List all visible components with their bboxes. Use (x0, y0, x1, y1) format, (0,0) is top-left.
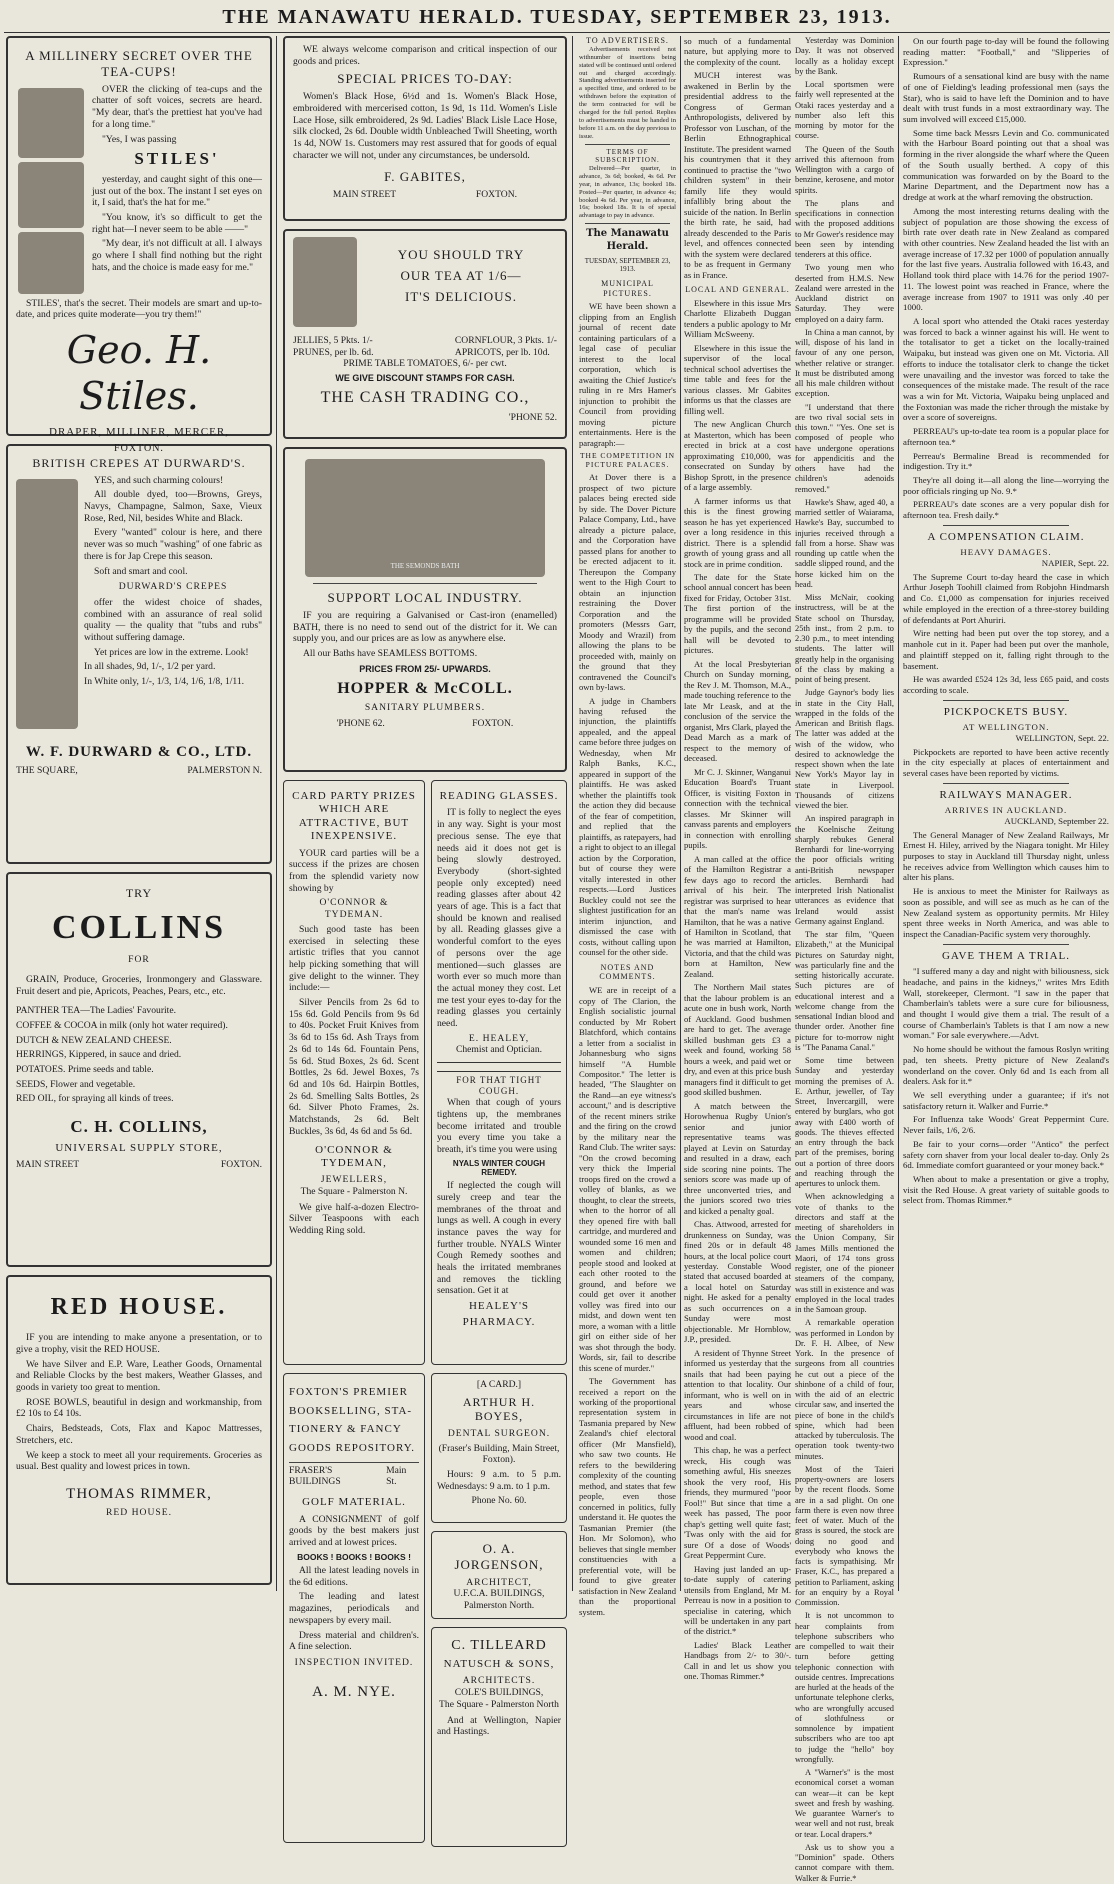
masthead: THE MANAWATU HERALD. TUESDAY, SEPTEMBER 23, 1913. (222, 6, 892, 28)
column-5 (795, 36, 894, 1883)
hopper-headline: SUPPORT LOCAL INDUSTRY. (327, 590, 523, 605)
editorial-headline: MUNICIPAL PICTURES. (601, 278, 654, 298)
masthead-rule (4, 32, 1110, 33)
cash-price: APRICOTS, per lb. 10d. (454, 346, 550, 358)
red-house-text: IF you are intending to make anyone a presentation, or to give a trophy, visit the RED HOUSE. (16, 1332, 262, 1355)
tilleard-trade: ARCHITECTS. (462, 1675, 536, 1687)
editorial-subhead: THE COMPETITION IN PICTURE PALACES. (579, 451, 676, 470)
local-item: For Influenza take Woods' Great Peppermint Cure. Never fails, 1/6, 2/6. (903, 1114, 1109, 1136)
cough-remedy: NYALS WINTER COUGH REMEDY. (452, 1158, 546, 1178)
gabites-headline: SPECIAL PRICES TO-DAY: (337, 71, 513, 87)
healey-headline: READING GLASSES. (439, 790, 559, 802)
collins-firm: C. H. COLLINS, (70, 1117, 208, 1137)
gabites-advert (283, 36, 567, 221)
collins-address: MAIN STREET (16, 1159, 80, 1171)
nye-line: BOOKSELLING, STA- (289, 1404, 413, 1417)
boyes-name: ARTHUR H. BOYES, (462, 1394, 536, 1424)
nye-text: Dress material and children's. A fine selection. (289, 1629, 419, 1653)
local-item: Be fair to your corns—order "Antico" the perfect safety corn shaver from your local dealer to-day. Only 2s 6d. Immediate comfort guaranteed or your money back.* (903, 1138, 1109, 1171)
durward-subhead: DURWARD'S CREPES (118, 581, 228, 593)
stiles-town: FOXTON. (114, 443, 164, 455)
stiles-text: "Yes, I was passing (102, 133, 177, 145)
cash-stamps: WE GIVE DISCOUNT STAMPS FOR CASH. (335, 373, 515, 384)
cash-price: CORNFLOUR, 3 Pkts. 1/- (454, 335, 557, 346)
nye-invite: INSPECTION INVITED. (294, 1656, 414, 1668)
tilleard-name: C. TILLEARD (451, 1638, 547, 1653)
divider (437, 1062, 561, 1072)
local-item: Ask us to show you a "Dominion" spade. Others cannot compare with them. Walker & Furrie.* (795, 1842, 894, 1883)
collins-item: HERRINGS, Kippered, in sauce and dried. (16, 1049, 182, 1061)
red-house-advert (6, 1275, 272, 1585)
hopper-prices: PRICES FROM 25/- UPWARDS. (359, 663, 491, 674)
oconnor-headline: CARD PARTY PRIZES WHICH ARE ATTRACTIVE, BUT INEXPENSIVE. (292, 790, 416, 843)
nye-line: TIONERY & FANCY (289, 1423, 402, 1436)
healey-name: E. HEALEY, (468, 1032, 530, 1044)
stiles-text: OVER the clicking of tea-cups and the chatter of soft voices, secrets are heard. "My dear, that's the prettiest hat you've had for a long time." (92, 83, 262, 130)
notes-headline: NOTES AND COMMENTS. (599, 962, 656, 982)
column-6 (903, 36, 1109, 1591)
subscription-text: Delivered—Per quarter, in advance, 3s 6d; booked, 4s 6d. Per year, in advance, 13s; booked 18s. Posted—Per quarter, in advance 4s; booked 4s 6d. Per year, in advance, 16s; booked 18s. It is of special advantage to pay in advance. (579, 164, 676, 220)
advertisers-headline: TO ADVERTISERS. (586, 36, 669, 45)
cough-text: If neglected the cough will surely creep and tear the membranes of the throat and lungs as well. A cough in every instance paves the way for further trouble. NYALS Winter Cough Remedy soothes and heals the irritated membranes and removes the tickling sensation. Get it at (437, 1180, 561, 1297)
hopper-text: All our Baths have SEAMLESS BOTTOMS. (303, 647, 478, 659)
news-text: Pickpockets are reported to have been active recently in the city especially at places of entertainment and several cases have been reported by victims. (903, 746, 1109, 778)
jorgenson-town: Palmerston North. (463, 1600, 535, 1612)
stiles-headline: A MILLINERY SECRET OVER THE TEA-CUPS! (25, 48, 253, 79)
tilleard-advert (431, 1627, 567, 1847)
nye-address: FRASER'S BUILDINGS (289, 1464, 341, 1488)
local-item: Having just landed an up-to-date supply of catering utensils from England, Mr M. Perreau is now in a position to specialise in catering, which will be undertaken in any part of the district.* (684, 1563, 791, 1637)
lady-hat-illustration (18, 162, 84, 228)
oconnor-text: YOUR card parties will be a success if the prizes are chosen from the splendid variety now showing by (289, 847, 419, 894)
collins-item: SEEDS, Flower and vegetable. (16, 1078, 136, 1090)
oconnor-address: The Square - Palmerston N. (300, 1186, 408, 1198)
local-item: The plans and specifications in connection with the proposed additions to Mr Gower's residence may been seen by intending tenderers at this office. (795, 198, 894, 259)
collins-advert (6, 872, 272, 1267)
nye-golf-headline: GOLF MATERIAL. (302, 1496, 406, 1509)
boyes-phone: Phone No. 60. (471, 1495, 527, 1507)
tilleard-address: COLE'S BUILDINGS, (454, 1687, 544, 1699)
hopper-trade: SANITARY PLUMBERS. (364, 702, 486, 714)
cash-trading-line: OUR TEA AT 1/6— (400, 267, 522, 283)
jorgenson-name: O. A. JORGENSON, (454, 1541, 544, 1572)
cash-price: JELLIES, 5 Pkts. 1/- (293, 335, 373, 346)
oconnor-text: We give half-a-dozen Electro-Silver Teaspoons with each Wedding Ring sold. (289, 1201, 419, 1237)
local-item: Judge Gaynor's body lies in state in the City Hall, wrapped in the folds of the American and British flags. The latter was added at the wish of the widow, who desired to acknowledge the respect shown when the late New York's Mayor lay in state in Liverpool. Thousands of citizens viewed the bier. (795, 688, 894, 810)
column-4 (684, 36, 791, 1682)
red-house-text: We keep a stock to meet all your requirements. Groceries as usual. Best quality and lowest prices in town. (16, 1449, 262, 1473)
stiles-advert (6, 36, 272, 455)
column-rule (898, 36, 899, 1591)
stiles-text: yesterday, and caught sight of this one—just out of the box. The instant I set eyes on it, I said, that's the hat for me." (92, 173, 262, 209)
local-item: No home should be without the famous Roslyn writing pad, ten sheets. Pretty picture of New Zealand's wonderland on the cover. Only 6d and 1s each from all dealers. Ask for it.* (903, 1044, 1109, 1087)
gabites-text: WE always welcome comparison and critical inspection of our goods and prices. (293, 44, 557, 67)
local-item: Most of the Taieri property-owners are losers by the recent floods. Some are in a sad plight. On one farm there is even now three feet of water. Much of the grass is soured, the stock are doing no good and everybody who knows the facts is sympathising. Mr Fraser, K.C., has prepared a petition to Parliament, asking for an enquiry by a Royal Commission. (795, 1464, 894, 1607)
local-item: Rumours of a sensational kind are busy with the name of one of Fielding's leading professional men (says the Star), who is said to have left the Dominion and to have dealt with trust funds in a most extraordinary way. The sum involved will exceed £15,000. (903, 71, 1109, 125)
pickpockets-subhead: AT WELLINGTON. (962, 722, 1050, 733)
local-item: In China a man cannot, by will, dispose of his land in favour of any one person, whether relative or stranger. It must be distributed among all his male children without exception. (795, 327, 894, 399)
local-item: Yesterday was Dominion Day. It was not observed locally as a holiday except by the Bank. (795, 36, 894, 76)
local-item: Miss McNair, cooking instructress, will be at the State school on Thursday, 25th inst., from 2 p.m. to 2.30 p.m., to meet intending students. The latter will greatly help in the organising of the class by making a point of being present. (795, 593, 894, 684)
collins-item: DUTCH & NEW ZEALAND CHEESE. (16, 1034, 172, 1046)
news-text: He is anxious to meet the Minister for Railways as soon as possible, and will see as much as he can of the New Zealand system as opportunity permits. Mr Hiley spent three weeks in North America, and was able to inspect the Canadian-Pacific system very thoroughly. (903, 886, 1109, 939)
boyes-trade: DENTAL SURGEON. (447, 1427, 551, 1439)
healey-trade: Chemist and Optician. (455, 1044, 543, 1056)
gabites-address: MAIN STREET (332, 189, 397, 201)
durward-text: Soft and smart and cool. (94, 565, 188, 577)
local-item: When acknowledging a vote of thanks to the directors and staff at the meeting of shareholders in the Union Company, Sir James Mills mentioned the Maori, of 174 tons gross register, one of the pioneer steamers of the company, was still in existence and was employed in the local trades in the Samoan group. (795, 1192, 894, 1314)
tilleard-name: NATUSCH & SONS, (443, 1658, 555, 1671)
local-item: Ladies' Black Leather Handbags from 2/- to 30/-. Call in and let us show you one. Thomas Rimmer.* (684, 1639, 791, 1682)
news-text: "I suffered many a day and night with biliousness, sick headache, and pains in the kidneys," writes Mrs Edith Wall, storekeeper, Clermont. "I saw in the paper that Chamberlain's tablets were a sure cure for biliousness, and thought I would give them a trial. The result of a course of Chamberlain's Tablets is that I am now a new woman." For sale everywhere.—Advt. (903, 966, 1109, 1041)
durward-town: PALMERSTON N. (187, 764, 262, 776)
red-house-firm: THOMAS RIMMER, (66, 1486, 212, 1502)
durward-advert (6, 444, 272, 864)
pickpockets-headline: PICKPOCKETS BUSY. (943, 705, 1069, 718)
local-item: A match between the Horowhenua Rugby Union's senior and junior representative teams was played at Levin on Saturday and resulted in a draw, each side scoring nine points. The seniors score was made up of three unconverted tries, and the juniors scored two tries and kicked a penalty goal. (684, 1100, 791, 1216)
durward-text: Yet prices are low in the extreme. Look! (94, 646, 249, 658)
oconnor-prices: Silver Pencils from 2s 6d to 15s 6d. Gold Pencils from 9s 6d to 40s. Pocket Fruit Knives from 3s 6d to 15s 6d. Ash Trays from 2s 6d to 14s 6d. Fountain Pens, 5s 6d. Stud Boxes, 2s 6d. Scent Bottles, 2s 6d. Jewel Boxes, 7s 6d and 10s 6d. Hairpin Bottles, 2s 6d. Smelling Salts Bottles, 2s 6d. Silver Photo Frames, 2s. Matchstands, 2s 6d. Belt Buckles, 3s 6d, 4s 6d and 5s 6d. (289, 997, 419, 1137)
collins-text: GRAIN, Produce, Groceries, Ironmongery and Glassware. Fruit desert and pie, Apricots, Peaches, Pears, etc., etc. (16, 973, 262, 997)
boyes-card: [A CARD.] (476, 1379, 522, 1390)
durward-text: All double dyed, too—Browns, Greys, Navys, Champagne, Salmon, Saxe, Vieux Rose, Red, Nil, besides White and Black. (84, 489, 262, 524)
nye-advert (283, 1373, 425, 1843)
boyes-hours: Hours: 9 a.m. to 5 p.m. Wednesdays: 9 a.m. to 1 p.m. (437, 1469, 561, 1492)
editorial-text: At Dover there is a prospect of two picture palaces being erected side by side. The Dover Picture Palace Company, Ltd., have already a picture palace, and the Corporation have passed plans for another to be erected adjacent to it. Thereupon the Company went to the High Court to obtain an injunction restraining the Dover Corporation and the promoters (Messrs Garr, Moody and Wrazil) from allowing the plans to be proceeded with, mainly on the ground that they contravened the Council's own by-laws. (579, 472, 676, 693)
cash-trading-line: IT'S DELICIOUS. (405, 288, 517, 304)
stiles-trade: DRAPER, MILLINER, MERCER, (49, 425, 229, 438)
compensation-subhead: HEAVY DAMAGES. (960, 547, 1052, 558)
stiles-text: "My dear, it's not difficult at all. I always go where I shall find nothing but the right hats, and the choice is made easy for me." (92, 238, 262, 273)
local-item: Elsewhere in this issue Mrs Charlotte Elizabeth Duggan tenders a public apology to Mr William McSweeny. (684, 297, 791, 340)
cash-price: PRUNES, per lb. 6d. (293, 346, 374, 358)
lady-dress-illustration (16, 479, 78, 729)
editorial-text: A judge in Chambers having refused the injunction, the plaintiffs appealed, and the appeal came before three judges on Wednesday, when Mr Ralph Banks, K.C., appeared in support of the plaintiffs. He was asked whether the plaintiffs took the action they did because of the fear of competition, and replied that the plaintiffs, as ratepayers, had a right to object to an illegal action by the Corporation, but of course they were vitally interested in other respects.—Lord Justices Buckley could not see the slightest justification for an interim injunction, and dismissed the case with costs, without calling upon counsel for the other side. (579, 695, 676, 958)
editorial-text: WE have been shown a clipping from an English journal of recent date containing particulars of a legal case of peculiar interest to the local corporation, which is awaiting the Chief Justice's ruling in re Mrs Hamer's injunction to prohibit the Council from providing moving picture entertainments. Here is the paragraph:— (579, 301, 676, 448)
local-item: Some time between Sunday and yesterday morning the premises of A. E. Arthur, jeweller, of Tay Street, Invercargill, were entered by burglars, who got away with £400 worth of goods. The thieves effected an entry through the back part of the premises, boring out a portion of three doors and reaching through the apertures to unlock them. (795, 1056, 894, 1188)
article-text: so much of a fundamental nature, but applying more to the complexity of the count. (684, 36, 791, 67)
hopper-phone: 'PHONE 62. (336, 717, 385, 729)
cough-text: When that cough of yours tightens up, the membranes become irritated and trouble you every time you take a breath, it's time you were using (437, 1097, 561, 1155)
local-item: "I understand that there are two rival social sets in this town." "Yes. One set is composed of people who have undergone operations for appendicitis and the others have had the children's adenoids removed." (795, 402, 894, 494)
local-item: Perreau's Bermaline Bread is recommended for indigestion. Try it.* (903, 450, 1109, 472)
bath-illustration (305, 459, 545, 577)
lady-hat-illustration (18, 88, 84, 158)
collins-for: FOR (128, 954, 150, 966)
dateline: AUCKLAND, September 22. (1004, 815, 1109, 826)
news-text: He was awarded £524 12s 3d, less £65 paid, and costs according to scale. (903, 674, 1109, 695)
local-item: An inspired paragraph in the Koelnische Zeitung sharply rebukes General Bernhardi for line-worrying the poor officials writing anti-British newspaper articles. Bernhardi had interpreted Irish Nationalist utterances as evidence that Ireland would assist Germany against England. (795, 814, 894, 926)
local-general-headline: LOCAL AND GENERAL. (685, 285, 790, 295)
railways-subhead: ARRIVES IN AUCKLAND. (944, 805, 1068, 816)
collins-item: COFFEE & COCOA in milk (only hot water required). (16, 1019, 228, 1031)
gabites-text: Women's Black Hose, 6½d and 1s. Women's Black Hose, embroidered with mercerised cotton, 1s 9d, 1s 11d. Women's Lisle Lace Hose, silk embroidered, 2s 9d. Ladies' Black Lisle Lace Hose, silk clocked, 2s 6d. Double width Unbleached Twill Sheeting, worth 1s 4d, NOW 1s. Customers may rest assured that for goods of equal character we will not, under any circumstances, be undersold. (293, 91, 557, 161)
red-house-text: We have Silver and E.P. Ware, Leather Goods, Ornamental and Reliable Clocks by the best makers, Weather Glasses, and goods in variety too great to mention. (16, 1358, 262, 1394)
local-item: Hawke's Shaw, aged 40, a married settler of Waiarama, Hawke's Bay, succumbed to injuries received through a fall from a horse. Shaw was rounding up cattle when the saddle slipped round, and the horse kicked him on the head. (795, 497, 894, 589)
local-item: When about to make a presentation or give a trophy, visit the Red House. A great variety of suitable goods to select from. Thomas Rimmer.* (903, 1174, 1109, 1206)
local-item: Local sportsmen were fairly well represented at the Otaki races yesterday and a number also left this morning by motor for the course. (795, 80, 894, 141)
nye-text: A CONSIGNMENT of golf goods by the best makers just arrived and at lowest prices. (289, 1513, 419, 1548)
news-text: The Supreme Court to-day heard the case in which Arthur Joseph Toohill claimed from Robjohn Hindmarsh and Co. £1,000 as compensation for injuries received while employed in the erection of a three-storey building of defendants at Port Ahuriri. (903, 571, 1109, 625)
column-rule (276, 36, 277, 1591)
news-text: The General Manager of New Zealand Railways, Mr Ernest H. Hiley, arrived by the Niagara tonight. Mr Hiley purposes to stay in Auckland till Thursday night, unless he receives advice from Wellington which causes him to alter his plans. (903, 829, 1109, 883)
collins-try: TRY (125, 886, 153, 900)
man-drinking-tea-illustration (293, 237, 357, 327)
collins-item: RED OIL, for spraying all kinds of trees. (16, 1093, 174, 1105)
oconnor-name: O'CONNOR & TYDEMAN. (319, 897, 389, 921)
durward-text: offer the widest choice of shades, combined with an assurance of real solid quality — the quality that "tubs and rubs" without suffering damage. (84, 596, 262, 644)
healey-shop: HEALEY'S (468, 1300, 530, 1313)
healey-text: IT is folly to neglect the eyes in any way. Sight is your most precious sense. The eye that needs aid it does not get is being slowly destroyed. Everybody (short-sighted people only excepted) need reading glasses after about 42 years of age. This is a fact that should be known and realised by all. Reading glasses give a wonderful comfort to the eyes of persons over the age mentioned—such glasses are worth ever so much more than the actual money they cost. Let me test your eyes to-day for the reading glasses you certainly need. (437, 807, 561, 1030)
red-house-shop: RED HOUSE. (106, 1507, 172, 1519)
hopper-town: FOXTON. (472, 717, 514, 729)
durward-text: YES, and such charming colours! (94, 474, 224, 486)
red-house-title: RED HOUSE. (50, 1294, 228, 1320)
collins-town: FOXTON. (220, 1159, 262, 1171)
article-text: MUCH interest was awakened in Berlin by the presidential address to the Congress of German Anthropologists, delivered by Professor von Luschan, of the Berlin Ethnographical Institute. The president warned his countrymen that it they continued to practise the "two children system" in their family life they would infallibly bring about the suicide of the nation. In Berlin the birth rate, he said, had already descended to the Paris level, and offences connected with the system were declared to be as frequent in Germany as in France. (684, 70, 791, 280)
jorgenson-address: U.F.C.A. BUILDINGS, (453, 1588, 545, 1600)
local-item: The date for the State school annual concert has been fixed for Friday, October 31st. The first portion of the programme will be provided by the pupils, and the second hall will be devoted to pictures. (684, 572, 791, 656)
red-house-text: ROSE BOWLS, beautiful in design and workmanship, from £2 10s to £4 10s. (16, 1396, 262, 1420)
paper-title: The Manawatu Herald. (586, 228, 669, 252)
local-item: They're all doing it—all along the line—worrying the poor officials ringing up No. 9.* (903, 475, 1109, 496)
bath-label: THE SEMONDS BATH (390, 562, 460, 571)
local-item: A resident of Thynne Street informed us yesterday that the snails that had been paying attention to that locality. Our informant, who is well on in years and whose circumstances in life are not affluent, had been robbed of wood and coal. (684, 1347, 791, 1442)
jorgenson-advert (431, 1531, 567, 1619)
nye-line: FOXTON'S PREMIER (289, 1386, 408, 1398)
lady-hat-illustration (18, 232, 84, 294)
column-1 (6, 36, 272, 1591)
dateline: NAPIER, Sept. 22. (1041, 558, 1109, 569)
durward-price: In all shades, 9d, 1/-, 1/2 per yard. (84, 661, 216, 673)
cash-phone: 'PHONE 52. (508, 411, 557, 423)
stiles-text: STILES', that's the secret. Their models are smart and up-to-date, and prices quite moderate—you try them!" (16, 297, 262, 321)
local-item: PERREAU's up-to-date tea room is a popular place for afternoon tea.* (903, 426, 1109, 447)
durward-firm: W. F. DURWARD & CO., LTD. (25, 743, 253, 760)
local-item: On our fourth page to-day will be found the following reading matter: "Football," and "Slipperies of Expression." (903, 36, 1109, 68)
local-item: Two young men who deserted from H.M.S. New Zealand were arrested in the Auckland district on Saturday. They were employed on a dairy farm. (795, 263, 894, 324)
subscription-headline: TERMS OF SUBSCRIPTION. (595, 147, 660, 165)
hopper-mccoll-advert (283, 447, 567, 772)
local-item: The new Anglican Church at Masterton, which has been erected in brick at a cost approximating £10,000, was consecrated on Sunday by Bishop Sprott, in the presence of a large assembly. (684, 419, 791, 493)
local-item: A man called at the office of the Hamilton Registrar a few days ago to record the arrival of his heir. The registrar was surprised to hear that the man's name was Hamilton, that he was a native of Hamilton in Scotland, that he was married at Hamilton, Victoria, and that the child was born at Hamilton, New Zealand. (684, 853, 791, 979)
hopper-name: HOPPER & McCOLL. (337, 679, 513, 697)
durward-price: In White only, 1/-, 1/3, 1/4, 1/6, 1/8, 1/11. (84, 676, 245, 688)
local-item: At the local Presbyterian Church on Sunday morning, the Rev J. M. Thomson, M.A., made touching reference to the late Mr Leask, and at the conclusion of the service the organist, Mrs Clark, played the Dead March as a mark of respect to the memory of deceased. (684, 658, 791, 764)
compensation-headline: A COMPENSATION CLAIM. (927, 530, 1085, 543)
local-item: Among the most interesting returns dealing with the subject of population are those showing the excess of birth rate over death rate in New Zealand as compared with other countries. New Zealand headed the list with an average increase of 17.32 per 1000 of population annually for the last five years. Australia followed with 16.43, and Holland took third place with 14.76 for the period 1907-11. The lowest point was reached in France, where the average increase from 1907 to 1911 was only .40 per 1000. (903, 205, 1109, 313)
local-item: A "Warner's" is the most economical corset a woman can wear—it can be kept sweet and fresh by washing. We guarantee Warner's to wear well and not rust, break or tear. Local drapers.* (795, 1768, 894, 1839)
cough-headline: FOR THAT TIGHT COUGH. (456, 1075, 542, 1097)
oconnor-name: O'CONNOR & TYDEMAN, (315, 1143, 393, 1169)
local-item: Elsewhere in this issue the supervisor of the local technical school advertises the time table and fees for the various classes. Mr Gabites informs us that the classes are filling well. (684, 342, 791, 416)
oconnor-text: Such good taste has been exercised in selecting these artistic trifles that you cannot help picking something that will give delight to the winner. They include:— (289, 923, 419, 994)
collins-item: POTATOES. Prime seeds and table. (16, 1064, 154, 1076)
oconnor-tydeman-advert (283, 780, 425, 1365)
durward-headline: BRITISH CREPES AT DURWARD'S. (32, 456, 246, 470)
local-item: A farmer informs us that this is the finest growing season he has yet experienced over a long residence in this district. There is a splendid growth of young grass and all stock are in prime condition. (684, 495, 791, 569)
stiles-signature: Geo. H. Stiles. (66, 328, 212, 419)
jorgenson-trade: ARCHITECT, (466, 1576, 532, 1588)
nye-street: Main St. (386, 1464, 407, 1488)
local-item: A remarkable operation was performed in London by Dr. F. H. Albee, of New York. In the presence of surgeons from all countries he cut out a piece of the shinbone of a child of four, with the aid of an electric circular saw, and inserted the piece of bone in the child's spine, which had been attacked by tuberculosis. The operation took twenty-two minutes. (795, 1318, 894, 1461)
editorial-date: TUESDAY, SEPTEMBER 23, 1913. (584, 256, 671, 274)
nye-books: BOOKS ! BOOKS ! BOOKS ! (297, 1551, 411, 1562)
durward-address: THE SQUARE, (16, 764, 78, 776)
healey-shop: PHARMACY. (462, 1315, 536, 1328)
oconnor-trade: JEWELLERS, (320, 1174, 388, 1186)
local-item: A local sport who attended the Otaki races yesterday was forced to back a winner against his will. He went to the totalisator to get a ticket on the locally-trained Waipaku, but instead was given one on Mt. Victoria. All efforts to induce the totalisator clerk to change the ticket were unavailing and the investor was forced to take the consequences of the mistake made. The result of the race was a win for Mt. Victoria, Waipaku being unplaced and the Foxtonian was made the richer through the mistake by over a score of sovereigns. (903, 315, 1109, 423)
notes-text: The Government has received a report on the working of the proportional representation system in Tasmania prepared by New Zealand's chief electoral officer (Mr Mansfield), who saw two counts. He refers to the bewildering complexity of the counting method, and states that few people, even those concerned in politics, fully understand it. He quotes the Tasmanian Premier (the Hon. Mr Solomon), who believes that single member constituencies with a preferential vote, will be found to give greater satisfaction in New Zealand than the proportional system. (579, 1376, 676, 1617)
cash-tomatoes: PRIME TABLE TOMATOES, 6/- per cwt. (343, 358, 507, 370)
nye-text: The leading and latest magazines, periodicals and newspapers by every mail. (289, 1591, 419, 1626)
hopper-text: IF you are requiring a Galvanised or Cast-iron (enamelled) BATH, there is no need to send out of the district for it. We can supply you, and our prices are as low as anywhere else. (293, 609, 557, 645)
news-text: Wire netting had been put over the top storey, and a manhole cut in it. Paper had been put over the manhole, and plaintiff stepped on it, falling right through to the basement. (903, 628, 1109, 671)
nye-name: A. M. NYE. (312, 1683, 396, 1700)
column-rule (572, 36, 573, 1591)
nye-line: GOODS REPOSITORY. (289, 1442, 416, 1455)
gabites-town: FOXTON. (475, 189, 518, 201)
column-2 (283, 36, 567, 1738)
notes-text: WE are in receipt of a copy of The Clarion, the English socialistic journal conducted by Mr Robert Blatchford, which contains a letter from a socialist in Johannesburg who signs himself "A Humble Compositor." The letter is headed, "The Slaughter on the Rand—an eye witness's account," and is descriptive of the recent miners strike and the firing on the crowd by the military near the Rand Club. The writer says: "On the crowd becoming very thick the Imperial troops fired on the crowd a volley of blanks, as we thought, to clear the streets, when to the horror of all they opened fire with ball cartridge, and murdered and wounded some 16 men and women and children; people stood and looked at each other rooted to the ground, and before we could get over it another volley was fired into our midst, and down went ten more, a woman with a little girl on either side of her was shot through the body. Words, sir, fail to describe this scene of murder." (579, 985, 676, 1373)
red-house-text: Chairs, Bedsteads, Cots, Flax and Kapoc Mattresses, Stretchers, etc. (16, 1423, 262, 1446)
local-item: We sell everything under a guarantee; if it's not satisfactory return it. Walker and Furrie.* (903, 1090, 1109, 1111)
column-3 (579, 36, 676, 1617)
collins-name: COLLINS (51, 908, 227, 946)
local-item: PERREAU's date scones are a very popular dish for afternoon tea. Fresh daily.* (903, 499, 1109, 521)
column-rule (680, 36, 681, 1591)
collins-item: PANTHER TEA—The Ladies' Favourite. (16, 1005, 177, 1017)
stiles-name: STILES' (134, 149, 220, 169)
dateline: WELLINGTON, Sept. 22. (1015, 732, 1109, 743)
stiles-text: "You know, it's so difficult to get the right hat—I never seem to be able ——" (92, 212, 262, 235)
local-item: This chap, he was a perfect wreck, His cough was something awful, His sneezes shook the very roof, His friends, they murmured "poor Fool!" But since that time a week has passed, The poor chap's getting well quite fast; 'Twas only with the aid for sure Of a dose of Woods' Great Peppermint Cure. (684, 1445, 791, 1561)
tilleard-address: And at Wellington, Napier and Hastings. (437, 1714, 561, 1738)
cash-trading-line: YOU SHOULD TRY (397, 247, 525, 262)
trial-headline: GAVE THEM A TRIAL. (941, 949, 1070, 962)
advertisers-text: Advertisements received not withnumber of insertions being stated will be continued until ordered out and charged accordingly. Standing advertisements inserted for a specified time, and ordered to be withdrawn before the expiration of the term contracted for will be charged for the full period. Replies to advertisements must be handed in before 11 a.m. on the day previous to issue. (579, 45, 676, 140)
durward-text: Every "wanted" colour is here, and there never was so much "washing" of one fabric as there is for Jap Crepe this season. (84, 527, 262, 562)
railways-headline: RAILWAYS MANAGER. (939, 788, 1073, 801)
local-item: Chas. Attwood, arrested for drunkenness on Sunday, was fined 20s or in default 48 hours, at the local police court yesterday. Constable Wood stated that accused boarded at a local hotel on Saturday night. He asked for a penalty as such occurrences on a Sunday were most objectionable. Mr Hornblow, J.P., presided. (684, 1219, 791, 1345)
boyes-address: (Fraser's Building, Main Street, Foxton). (438, 1442, 560, 1466)
collins-store: UNIVERSAL SUPPLY STORE, (55, 1141, 223, 1154)
local-item: It is not uncommon to hear complaints from telephone subscribers who are compelled to wait their turn before getting telephonic connection with outside centres. Imprecations are hurled at the heads of the unfortunate telephone clerks, who are wrongfully accused of slothfulness or somnolence by impatient subscribers who are too apt to judge the "hello" boy wrongfully. (795, 1611, 894, 1764)
tilleard-address: The Square - Palmerston North (439, 1698, 559, 1710)
cash-trading-advert (283, 229, 567, 439)
boyes-advert (431, 1373, 567, 1523)
local-item: Some time back Messrs Levin and Co. communicated with the Harbour Board pointing out that a shoal was forming in the river alongside the wharf where the Queen of the South usually berthed. A copy of this communication was forwarded on by the Board to the Marine Department, and the Department now has a dredge at work at the wharf removing the obstruction. (903, 127, 1109, 203)
local-item: The Queen of the South arrived this afternoon from Wellington with a cargo of benzine, kerosene, and motor spirits. (795, 144, 894, 195)
local-item: Mr C. J. Skinner, Wanganui Education Board's Truant Officer, is visiting Foxton in connection with the technical classes. Mr Skinner will canvass parents and employers in connection with enrolling pupils. (684, 766, 791, 851)
gabites-name: F. GABITES, (384, 169, 466, 185)
local-item: The star film, "Queen Elizabeth," at the Municipal Pictures on Saturday night, was particularly fine and the setting historically accurate. Such pictures are of educational interest and a welcome change from the sensational Indian blood and thunder order. Another fine picture for to-morrow night is "The Panama Canal." (795, 930, 894, 1052)
healey-advert (431, 780, 567, 1365)
nye-text: All the latest leading novels in the 6d editions. (289, 1565, 419, 1588)
cash-trading-name: THE CASH TRADING CO., (320, 389, 530, 407)
local-item: The Northern Mail states that the labour problem is an acute one in bush work, North of Auckland. Good bushmen are hard to get. The average skilled bushman gets £3 a week and found, working 58 hours a week, and paid wet or dry, and even at this price bush managers find it difficult to get good skilled bushmen. (684, 982, 791, 1098)
